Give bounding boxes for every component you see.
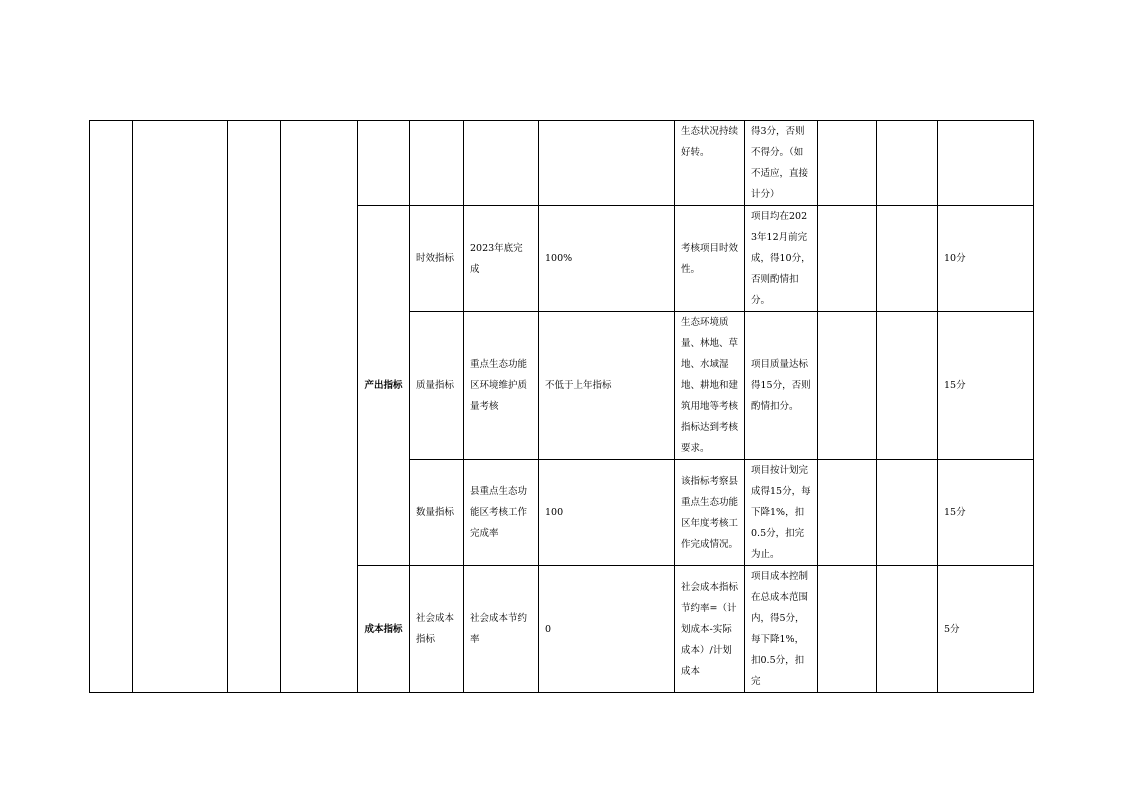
blank-cell (877, 312, 938, 460)
blank-cell (818, 566, 877, 693)
indicator-basis-cell: 该指标考察县重点生态功能区年度考核工作完成情况。 (675, 460, 745, 566)
blank-cell (938, 121, 1034, 206)
blank-cell (818, 312, 877, 460)
scoring-rule-cell: 项目质量达标得15分，否则酌情扣分。 (745, 312, 818, 460)
blank-cell (877, 460, 938, 566)
blank-cell (90, 121, 133, 693)
target-value-cell: 0 (539, 566, 675, 693)
scoring-rule-cell: 项目均在2023年12月前完成，得10分，否则酌情扣分。 (745, 206, 818, 312)
blank-cell (410, 121, 464, 206)
blank-cell (877, 121, 938, 206)
level3-indicator-cell: 县重点生态功能区考核工作完成率 (464, 460, 539, 566)
target-value-cell: 100 (539, 460, 675, 566)
level3-indicator-cell: 重点生态功能区环境维护质量考核 (464, 312, 539, 460)
level2-indicator-cell: 数量指标 (410, 460, 464, 566)
level2-indicator-cell: 社会成本指标 (410, 566, 464, 693)
blank-cell (281, 121, 358, 693)
target-value-cell: 100% (539, 206, 675, 312)
weight-cell: 5分 (938, 566, 1034, 693)
scoring-rule-cell: 得3分，否则不得分。（如不适应，直接计分） (745, 121, 818, 206)
blank-cell (133, 121, 228, 693)
indicator-basis-cell: 考核项目时效性。 (675, 206, 745, 312)
target-value-cell: 不低于上年指标 (539, 312, 675, 460)
level2-indicator-cell: 质量指标 (410, 312, 464, 460)
weight-cell: 15分 (938, 460, 1034, 566)
blank-cell (818, 121, 877, 206)
blank-cell (818, 206, 877, 312)
scoring-rule-cell: 项目成本控制在总成本范围内，得5分，每下降1%，扣0.5分，扣完 (745, 566, 818, 693)
level3-indicator-cell: 2023年底完成 (464, 206, 539, 312)
blank-cell (818, 460, 877, 566)
table-row (90, 121, 1034, 206)
performance-indicator-table (89, 120, 1034, 693)
level1-indicator-cell: 成本指标 (358, 566, 410, 693)
blank-cell (358, 121, 410, 206)
level1-indicator-cell: 产出指标 (358, 206, 410, 566)
blank-cell (877, 566, 938, 693)
weight-cell: 15分 (938, 312, 1034, 460)
indicator-basis-cell: 生态环境质量、林地、草地、水域湿地、耕地和建筑用地等考核指标达到考核要求。 (675, 312, 745, 460)
indicator-basis-cell: 社会成本指标节约率=（计划成本-实际成本）/计划成本 (675, 566, 745, 693)
weight-cell: 10分 (938, 206, 1034, 312)
blank-cell (539, 121, 675, 206)
blank-cell (228, 121, 281, 693)
indicator-basis-cell: 生态状况持续好转。 (675, 121, 745, 206)
scoring-rule-cell: 项目按计划完成得15分，每下降1%，扣0.5分，扣完为止。 (745, 460, 818, 566)
level3-indicator-cell: 社会成本节约率 (464, 566, 539, 693)
level2-indicator-cell: 时效指标 (410, 206, 464, 312)
blank-cell (464, 121, 539, 206)
blank-cell (877, 206, 938, 312)
